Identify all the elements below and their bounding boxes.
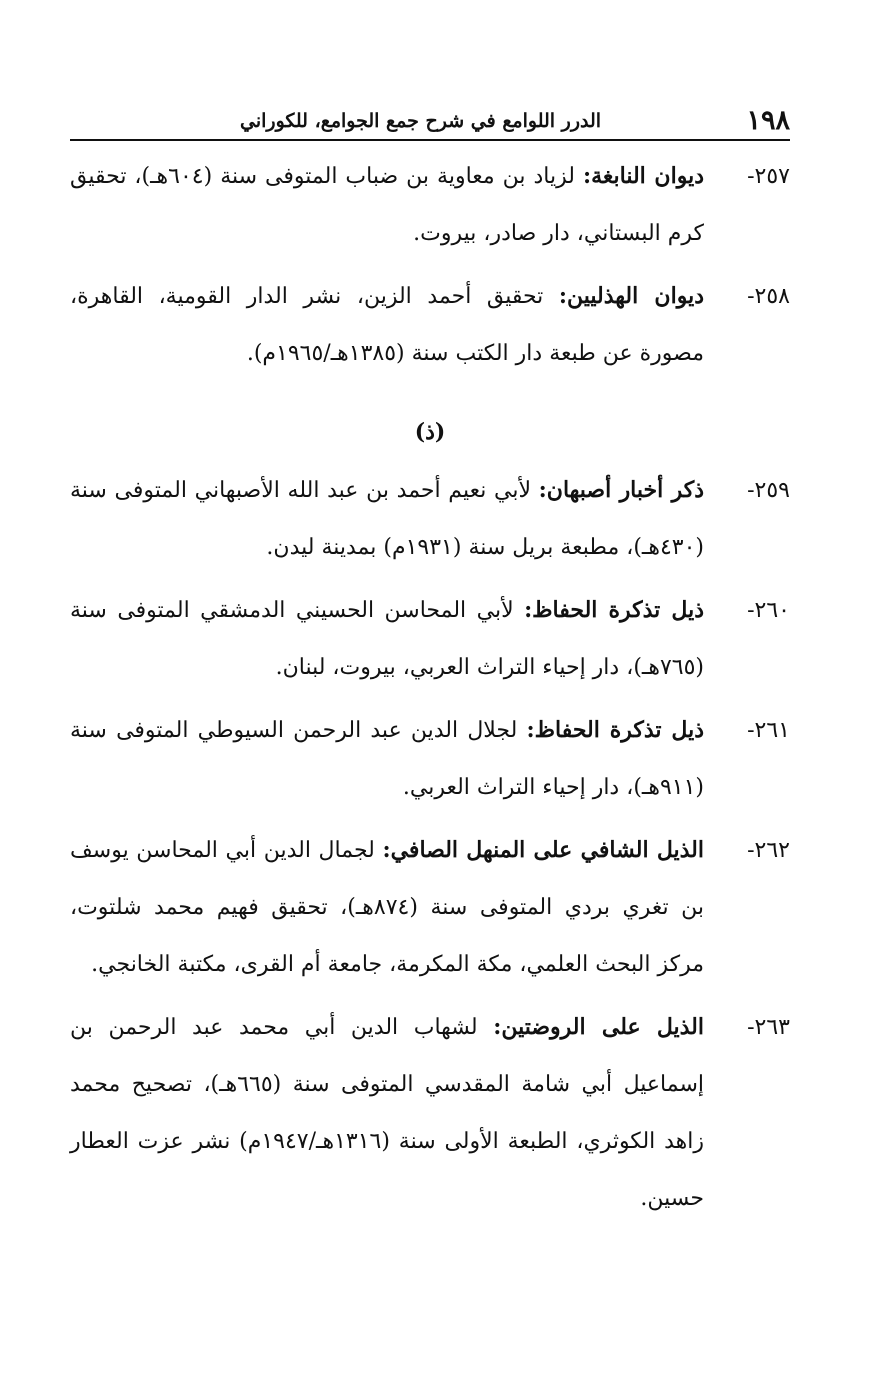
entry-text: لشهاب الدين أبي محمد عبد الرحمن بن إسماعيل أبي شامة المقدسي المتوفى سنة (٦٦٥هـ)، تصحيح محمد زاهد الكوثري، الطبعة الأولى سنة (١٣١٦هـ/١٩٤٧م) نشر عزت العطار حسين. bbox=[70, 1015, 704, 1211]
bibliography-entry-260 bbox=[70, 582, 790, 696]
entry-title: الذيل على الروضتين: bbox=[493, 1014, 704, 1040]
entry-text: لأبي المحاسن الحسيني الدمشقي المتوفى سنة (٧٦٥هـ)، دار إحياء التراث العربي، بيروت، لبنان. bbox=[70, 598, 704, 680]
page-header bbox=[70, 96, 790, 136]
entry-text: لجلال الدين عبد الرحمن السيوطي المتوفى سنة (٩١١هـ)، دار إحياء التراث العربي. bbox=[70, 718, 704, 800]
entry-body bbox=[70, 702, 704, 816]
entry-title: ذكر أخبار أصبهان: bbox=[538, 477, 704, 503]
entry-title: الذيل الشافي على المنهل الصافي: bbox=[382, 837, 704, 863]
entry-text: لزياد بن معاوية بن ضباب المتوفى سنة (٦٠٤هـ)، تحقيق كرم البستاني، دار صادر، بيروت. bbox=[70, 164, 704, 246]
bibliography-entry-257 bbox=[70, 148, 790, 262]
entry-number: ٢٦٠- bbox=[747, 598, 790, 623]
section-heading-dhal: (ذ) bbox=[414, 419, 446, 445]
entry-body bbox=[70, 999, 704, 1227]
entry-title: ذيل تذكرة الحفاظ: bbox=[524, 597, 704, 623]
entry-text: تحقيق أحمد الزين، نشر الدار القومية، القاهرة، مصورة عن طبعة دار الكتب سنة (١٣٨٥هـ/١٩٦٥م). bbox=[70, 284, 704, 366]
entry-title: ذيل تذكرة الحفاظ: bbox=[526, 717, 704, 743]
entry-text: لأبي نعيم أحمد بن عبد الله الأصبهاني المتوفى سنة (٤٣٠هـ)، مطبعة بريل سنة (١٩٣١م) بمدينة ليدن. bbox=[70, 478, 704, 560]
running-title: الدرر اللوامع في شرح جمع الجوامع، للكوراني bbox=[240, 110, 602, 132]
bibliography-entry-262 bbox=[70, 822, 790, 993]
bibliography-entry-263 bbox=[70, 999, 790, 1227]
entry-title: ديوان الهذليين: bbox=[558, 283, 704, 309]
entry-number: ٢٥٨- bbox=[747, 284, 790, 309]
entry-text: لجمال الدين أبي المحاسن يوسف بن تغري بردي المتوفى سنة (٨٧٤هـ)، تحقيق فهيم محمد شلتوت، مركز البحث العلمي، مكة المكرمة، جامعة أم القرى، مكتبة الخانجي. bbox=[70, 838, 704, 977]
entry-number: ٢٦١- bbox=[747, 718, 790, 743]
entry-body bbox=[70, 268, 704, 382]
entry-body bbox=[70, 822, 704, 993]
entry-body bbox=[70, 582, 704, 696]
entry-number: ٢٦٢- bbox=[747, 838, 790, 863]
bibliography-entry-258 bbox=[70, 268, 790, 382]
entry-body bbox=[70, 148, 704, 262]
header-rule bbox=[70, 139, 790, 141]
page-number: ١٩٨ bbox=[746, 105, 790, 136]
entry-title: ديوان النابغة: bbox=[582, 163, 704, 189]
bibliography-list bbox=[70, 148, 790, 1233]
bibliography-entry-261 bbox=[70, 702, 790, 816]
entry-number: ٢٥٩- bbox=[747, 478, 790, 503]
entry-number: ٢٦٣- bbox=[747, 1015, 790, 1040]
bibliography-entry-259 bbox=[70, 462, 790, 576]
entry-number: ٢٥٧- bbox=[747, 164, 790, 189]
entry-body bbox=[70, 462, 704, 576]
